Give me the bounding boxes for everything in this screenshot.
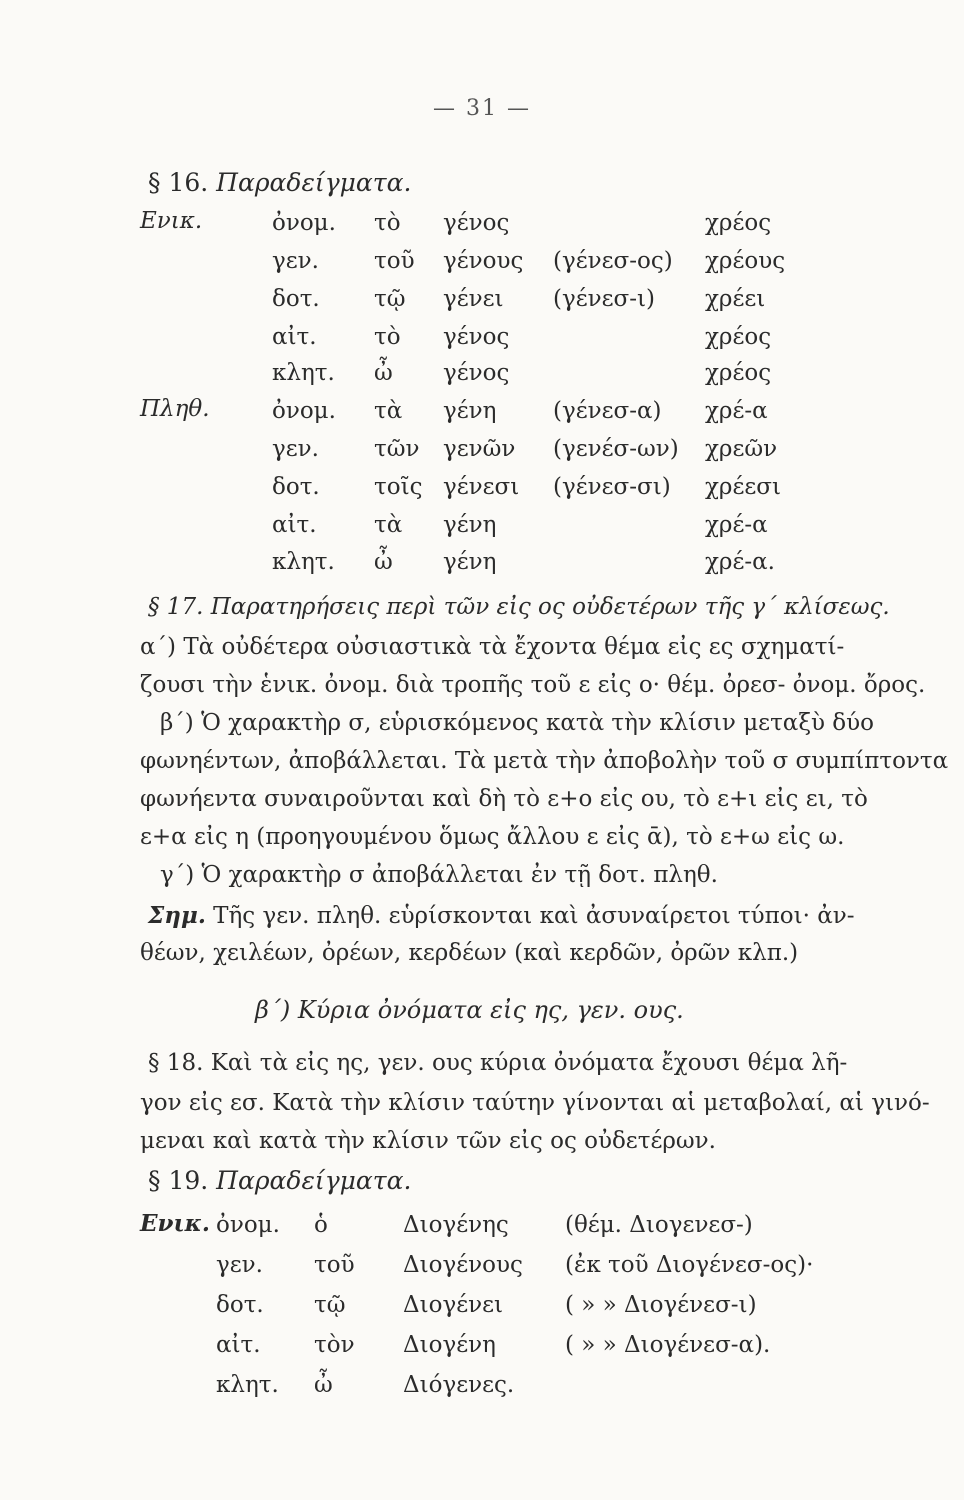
article: ὦ [374, 360, 393, 386]
page-number: — 31 — [433, 96, 531, 121]
article: ὦ [314, 1372, 333, 1398]
case-label: γεν. [272, 248, 319, 274]
alt-form: χρέ-α. [705, 549, 775, 575]
article: τοῖς [374, 474, 423, 500]
section-16-number: § 16. [148, 168, 209, 197]
case-label: ὀνομ. [216, 1212, 280, 1238]
alt-form: χρέεσι [705, 474, 782, 500]
section-18-line: μεναι καὶ κατὰ τὴν κλίσιν τῶν εἰς ος οὐδετέρων. [140, 1128, 716, 1154]
form: γένη [443, 398, 497, 424]
form: Διογένει [403, 1292, 504, 1318]
section-18-line: § 18. Καὶ τὰ εἰς ης, γεν. ους κύρια ὀνόματα ἔχουσι θέμα λῆ- [148, 1050, 848, 1076]
article: τοῦ [314, 1252, 355, 1278]
article: τῷ [314, 1292, 346, 1318]
case-label: κλητ. [272, 360, 335, 386]
plural-label: Πληθ. [140, 396, 210, 422]
section-18-line: γον εἰς εσ. Κατὰ τὴν κλίσιν ταύτην γίνονται αἱ μεταβολαί, αἱ γινό- [140, 1090, 930, 1116]
section-17-line: φωνηέντων, ἀποβάλλεται. Τὰ μετὰ τὴν ἀποβολὴν τοῦ σ συμπίπτοντα [140, 748, 949, 774]
article: τὰ [374, 398, 403, 424]
stem-note: (ἐκ τοῦ Διογένεσ-ος)· [565, 1252, 814, 1278]
form: Διογένης [403, 1212, 509, 1238]
article: τοῦ [374, 248, 415, 274]
subheading: β΄) Κύρια ὀνόματα εἰς ης, γεν. ους. [255, 996, 684, 1024]
section-17-line: φωνήεντα συναιροῦνται καὶ δὴ τὸ ε+ο εἰς ου, τὸ ε+ι εἰς ει, τὸ [140, 786, 868, 812]
section-17-heading: § 17. Παρατηρήσεις περὶ τῶν εἰς ος οὐδετέρων τῆς γ΄ κλίσεως. [148, 594, 890, 620]
alt-form: χρέ-α [705, 512, 768, 538]
form: γένη [443, 512, 497, 538]
stem: (γένεσ-ι) [553, 286, 655, 312]
article: τὸ [374, 210, 401, 236]
alt-form: χρέει [705, 286, 766, 312]
section-17-line: ζουσι τὴν ἑνικ. ὀνομ. διὰ τροπῆς τοῦ ε εἰς ο· θέμ. ὀρεσ- ὀνομ. ὄρος. [140, 672, 926, 698]
form: γένους [443, 248, 524, 274]
section-16-title: Παραδείγματα. [216, 168, 412, 197]
form: γένος [443, 360, 510, 386]
case-label: κλητ. [216, 1372, 279, 1398]
note-line [148, 904, 908, 928]
case-label: γεν. [272, 436, 319, 462]
alt-form: χρεῶν [705, 436, 778, 462]
case-label: δοτ. [216, 1292, 264, 1318]
note-line: θέων, χειλέων, ὀρέων, κερδέων (καὶ κερδῶν, ὀρῶν κλπ.) [140, 940, 799, 966]
section-17-line: β΄) Ὁ χαρακτὴρ σ, εὑρισκόμενος κατὰ τὴν κλίσιν μεταξὺ δύο [160, 710, 874, 736]
form: γένει [443, 286, 504, 312]
note-lead: Σημ. [148, 902, 206, 929]
stem: (γένεσ-ος) [553, 248, 673, 274]
section-19-title: Παραδείγματα. [216, 1166, 412, 1195]
singular-label: Ενικ. [140, 1210, 210, 1237]
section-16-heading [148, 168, 411, 197]
article: ὁ [314, 1212, 328, 1238]
singular-label: Ενικ. [140, 208, 203, 234]
form: Διόγενες. [403, 1372, 515, 1398]
case-label: ὀνομ. [272, 398, 336, 424]
alt-form: χρέους [705, 248, 786, 274]
stem-note: (θέμ. Διογενεσ-) [565, 1212, 753, 1238]
form: Διογένους [403, 1252, 523, 1278]
case-label: ὀνομ. [272, 210, 336, 236]
case-label: αἰτ. [272, 324, 317, 350]
stem: (γένεσ-σι) [553, 474, 671, 500]
article: τὸν [314, 1332, 355, 1358]
case-label: αἰτ. [272, 512, 317, 538]
article: τῶν [374, 436, 420, 462]
case-label: δοτ. [272, 286, 320, 312]
case-label: γεν. [216, 1252, 263, 1278]
note-text: Τῆς γεν. πληθ. εὑρίσκονται καὶ ἀσυναίρετοι τύποι· ἀν- [213, 903, 855, 929]
form: γένεσι [443, 474, 520, 500]
stem: (γενέσ-ων) [553, 436, 679, 462]
alt-form: χρέος [705, 360, 772, 386]
case-label: δοτ. [272, 474, 320, 500]
article: τὸ [374, 324, 401, 350]
section-19-heading [148, 1166, 411, 1195]
case-label: κλητ. [272, 549, 335, 575]
stem: (γένεσ-α) [553, 398, 662, 424]
section-17-line: γ΄) Ὁ χαρακτὴρ σ ἀποβάλλεται ἐν τῇ δοτ. πληθ. [160, 862, 718, 888]
article: τὰ [374, 512, 403, 538]
alt-form: χρέος [705, 210, 772, 236]
form: γένος [443, 324, 510, 350]
stem-note: ( » » Διογένεσ-ι) [565, 1292, 757, 1318]
form: γενῶν [443, 436, 516, 462]
form: γένος [443, 210, 510, 236]
case-label: αἰτ. [216, 1332, 261, 1358]
section-17-line: ε+α εἰς η (προηγουμένου ὅμως ἄλλου ε εἰς ᾱ), τὸ ε+ω εἰς ω. [140, 824, 845, 850]
article: τῷ [374, 286, 406, 312]
section-19-number: § 19. [148, 1166, 209, 1195]
section-17-line: α΄) Τὰ οὐδέτερα οὐσιαστικὰ τὰ ἔχοντα θέμα εἰς ες σχηματί- [140, 634, 845, 660]
form: γένη [443, 549, 497, 575]
alt-form: χρέος [705, 324, 772, 350]
form: Διογένη [403, 1332, 496, 1358]
article: ὦ [374, 549, 393, 575]
stem-note: ( » » Διογένεσ-α). [565, 1332, 771, 1358]
alt-form: χρέ-α [705, 398, 768, 424]
